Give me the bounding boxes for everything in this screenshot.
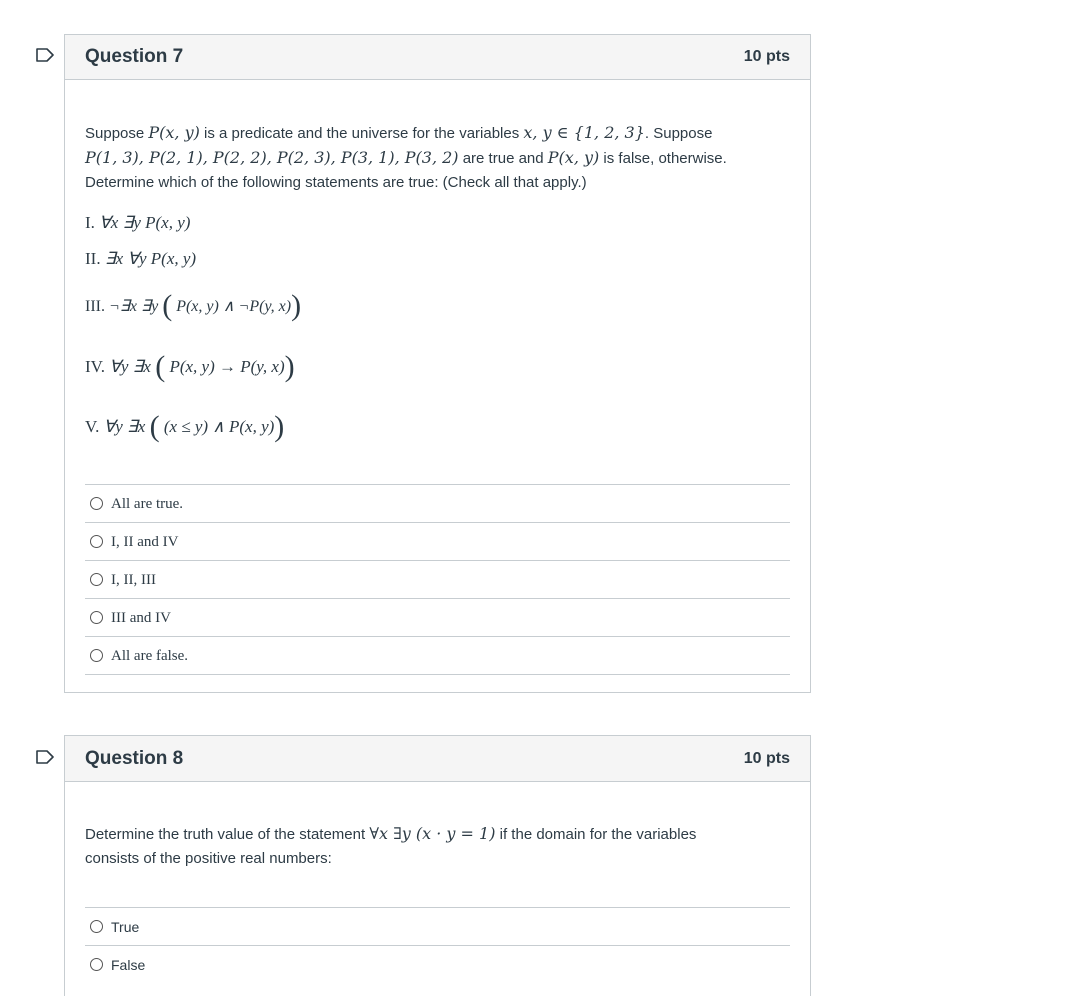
flag-question-icon[interactable] <box>36 750 54 764</box>
radio-button[interactable] <box>90 611 103 624</box>
answer-option[interactable]: All are true. <box>85 484 790 522</box>
radio-button[interactable] <box>90 497 103 510</box>
question-header <box>65 35 810 80</box>
statement-2: II. ∃x ∀y P(x, y) <box>85 249 197 268</box>
flag-question-icon[interactable] <box>36 48 54 62</box>
question-text: Suppose P(x, y) is a predicate and the universe for the variables x, y ∈ {1, 2, 3}. Suppose P(1, 3), P(2, 1), P(2, 2), P(2, 3), P(3, 1), P(3, 2) are true and P(x, y) is false, otherwise. Determine which of the following statements are true: (Check all that apply.) <box>85 123 727 191</box>
statement-4: IV. ∀y ∃x ( P(x, y) → P(y, x)) <box>85 350 295 383</box>
question-body <box>65 782 810 983</box>
question-points: 10 pts <box>743 48 790 65</box>
statement-5: V. ∀y ∃x ( (x ≤ y) ∧ P(x, y)) <box>85 410 285 443</box>
answer-option[interactable]: I, II, III <box>85 560 790 598</box>
radio-button[interactable] <box>90 649 103 662</box>
answer-option[interactable]: False <box>85 945 790 983</box>
radio-button[interactable] <box>90 535 103 548</box>
question-points: 10 pts <box>743 749 790 767</box>
answer-list <box>85 907 790 983</box>
answer-option[interactable]: III and IV <box>85 598 790 636</box>
answer-option[interactable]: True <box>85 907 790 945</box>
question-title: Question 8 <box>85 747 184 769</box>
radio-button[interactable] <box>90 573 103 586</box>
answer-list <box>85 484 790 675</box>
radio-button[interactable] <box>90 920 103 933</box>
answer-option[interactable]: I, II and IV <box>85 522 790 560</box>
question-body <box>65 80 810 675</box>
question-7 <box>64 34 811 693</box>
radio-button[interactable] <box>90 958 103 971</box>
question-8 <box>64 735 811 996</box>
answer-option[interactable]: All are false. <box>85 636 790 675</box>
question-text: Determine the truth value of the statement ∀x ∃y (x · y = 1) if the domain for the variables consists of the positive real numbers: <box>85 824 697 867</box>
question-title: Question 7 <box>85 46 184 67</box>
statement-3: III. ¬∃x ∃y ( P(x, y) ∧ ¬P(y, x)) <box>85 289 302 322</box>
statement-1: I. ∀x ∃y P(x, y) <box>85 213 191 232</box>
question-header <box>65 736 810 782</box>
